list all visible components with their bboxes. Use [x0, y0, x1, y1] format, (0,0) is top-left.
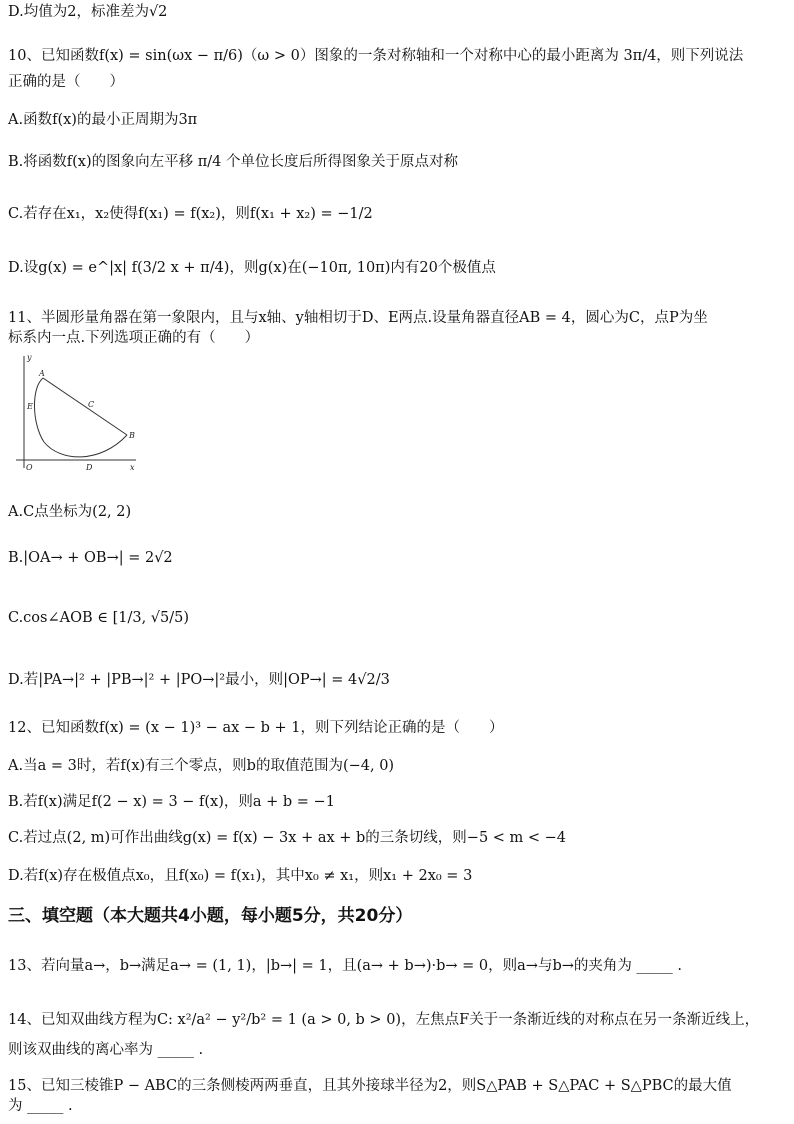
q10-option-b: B.将函数f(x)的图象向左平移 π/4 个单位长度后所得图象关于原点对称	[8, 154, 458, 170]
label-o: O	[26, 463, 33, 472]
q11-stem: 11、半圆形量角器在第一象限内，且与x轴、y轴相切于D、E两点.设量角器直径AB = 4，圆心为C，点P为坐	[8, 310, 708, 326]
q11-option-b: B.|OA→ + OB→| = 2√2	[8, 550, 173, 566]
section-3-heading: 三、填空题（本大题共4小题，每小题5分，共20分）	[8, 906, 413, 926]
q15-stem: 15、已知三棱锥P − ABC的三条侧棱两两垂直，且其外接球半径为2，则S△PAB + S△PAC + S△PBC的最大值	[8, 1078, 732, 1094]
q11-option-c: C.cos∠AOB ∈ [1/3, √5/5)	[8, 610, 190, 626]
q14-stem-cont: 则该双曲线的离心率为 _____ .	[8, 1042, 204, 1058]
label-b: B	[129, 431, 135, 440]
protractor-figure	[14, 352, 142, 474]
q10-option-d: D.设g(x) = e^|x| f(3/2 x + π/4)，则g(x)在(−10π, 10π)内有20个极值点	[8, 260, 496, 276]
label-y: y	[27, 353, 32, 362]
q11-stem-cont: 标系内一点.下列选项正确的有（ ）	[8, 330, 260, 346]
q12-option-b: B.若f(x)满足f(2 − x) = 3 − f(x)，则a + b = −1	[8, 794, 335, 810]
q9-option-d: D.均值为2，标准差为√2	[8, 4, 168, 20]
q10-stem: 10、已知函数f(x) = sin(ωx − π/6)（ω > 0）图象的一条对称轴和一个对称中心的最小距离为 3π/4，则下列说法	[8, 48, 744, 64]
label-d: D	[86, 463, 93, 472]
label-e: E	[27, 402, 33, 411]
q12-option-d: D.若f(x)存在极值点x₀，且f(x₀) = f(x₁)，其中x₀ ≠ x₁，则x₁ + 2x₀ = 3	[8, 868, 473, 884]
q13: 13、若向量a→，b→满足a→ = (1, 1)，|b→| = 1，且(a→ + b→)·b→ = 0，则a→与b→的夹角为 _____ .	[8, 958, 682, 974]
q14-stem: 14、已知双曲线方程为C: x²/a² − y²/b² = 1 (a > 0, b > 0)，左焦点F关于一条渐近线的对称点在另一条渐近线上，	[8, 1012, 760, 1028]
q11-option-a: A.C点坐标为(2, 2)	[8, 504, 132, 520]
label-a: A	[39, 369, 45, 378]
q11-option-d: D.若|PA→|² + |PB→|² + |PO→|²最小，则|OP→| = 4√2/3	[8, 672, 390, 688]
q12-stem: 12、已知函数f(x) = (x − 1)³ − ax − b + 1，则下列结论正确的是（ ）	[8, 720, 504, 736]
label-c: C	[88, 400, 95, 409]
semicircle-arc	[34, 378, 127, 457]
diameter-ab	[43, 378, 127, 435]
q10-stem-cont: 正确的是（ ）	[8, 74, 124, 90]
label-x: x	[130, 463, 135, 472]
q15-stem-cont: 为 _____ .	[8, 1098, 73, 1114]
q10-option-c: C.若存在x₁，x₂使得f(x₁) = f(x₂)，则f(x₁ + x₂) = −1/2	[8, 206, 373, 222]
q12-option-c: C.若过点(2, m)可作出曲线g(x) = f(x) − 3x + ax + b的三条切线，则−5 < m < −4	[8, 830, 567, 846]
q12-option-a: A.当a = 3时，若f(x)有三个零点，则b的取值范围为(−4, 0)	[8, 758, 395, 774]
q10-option-a: A.函数f(x)的最小正周期为3π	[8, 112, 198, 128]
